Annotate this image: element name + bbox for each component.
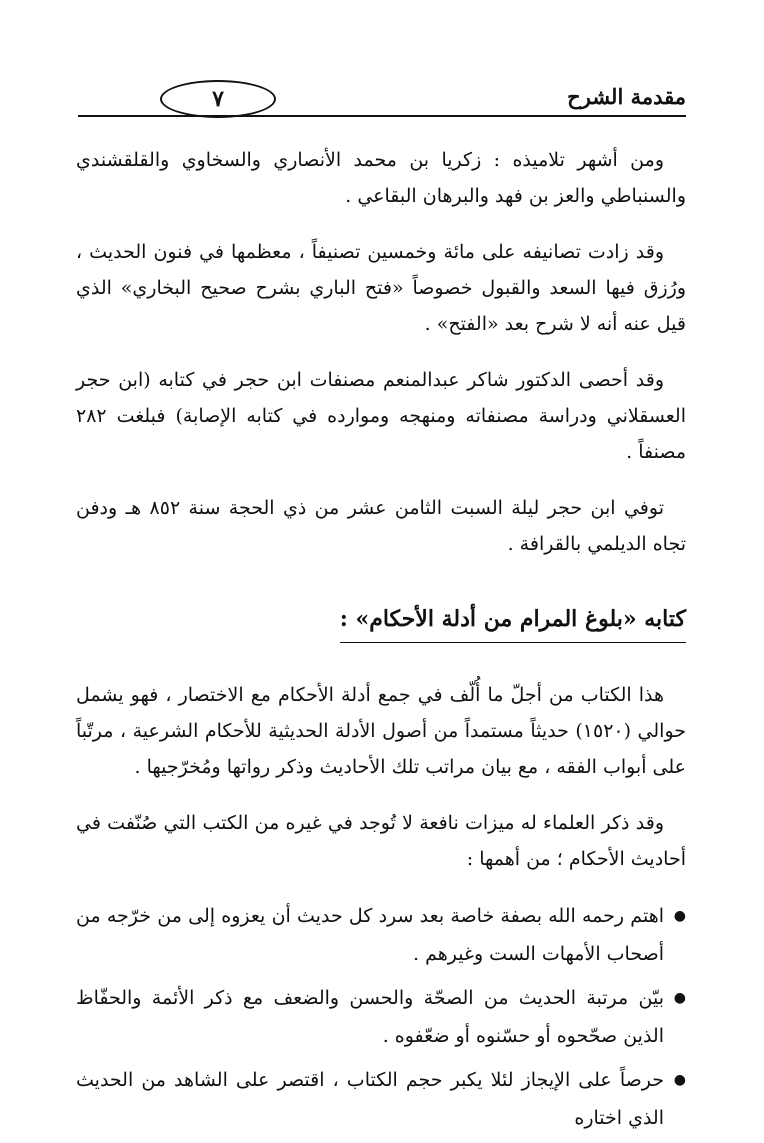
bullet-icon: ● [673, 1072, 686, 1088]
bullet-icon: ● [673, 990, 686, 1006]
list-item-text: بيّن مرتبة الحديث من الصحّة والحسن والضعف مع ذكر الأئمة والحفّاظ الذين صحّحوه أو حسّنوه أو ضعّفوه . [76, 987, 664, 1047]
paragraph-death: توفي ابن حجر ليلة السبت الثامن عشر من ذي الحجة سنة ٨٥٢ هـ ودفن تجاه الديلمي بالقرافة . [76, 497, 686, 555]
page-number: ٧ [160, 80, 276, 118]
list-item-text: حرصاً على الإيجاز لئلا يكبر حجم الكتاب ، اقتصر على الشاهد من الحديث الذي اختاره [76, 1069, 664, 1129]
bullet-icon: ● [673, 908, 686, 924]
page-body [76, 142, 686, 1143]
list-item [76, 1061, 686, 1137]
paragraph-works: وقد زادت تصانيفه على مائة وخمسين تصنيفاً ، معظمها في فنون الحديث ، ورُزق فيها السعد والقبول خصوصاً «فتح الباري بشرح صحيح البخاري» الذي قيل عنه أنه لا شرح بعد «الفتح» . [76, 241, 686, 335]
paragraph-students: ومن أشهر تلاميذه : زكريا بن محمد الأنصاري والسخاوي والقلقشندي والسنباطي والعز بن فهد والبرهان البقاعي . [76, 149, 686, 207]
page-header [78, 78, 686, 122]
list-item [76, 979, 686, 1055]
paragraph-count: وقد أحصى الدكتور شاكر عبدالمنعم مصنفات ابن حجر في كتابه (ابن حجر العسقلاني ودراسة مصنفاته ومنهجه وموارده في كتابه الإصابة) فبلغت ٢٨٢ مصنفاً . [76, 369, 686, 463]
list-item [76, 897, 686, 973]
header-rule [78, 115, 686, 117]
paragraph-book-description: هذا الكتاب من أجلّ ما أُلّف في جمع أدلة الأحكام مع الاختصار ، فهو يشمل حوالي (١٥٢٠) حديثاً مستمداً من أصول الأدلة الحديثية للأحكام الشرعية ، مرتّباً على أبواب الفقه ، مع بيان مراتب تلك الأحاديث وذكر رواتها ومُخرّجيها . [76, 684, 687, 778]
features-list [76, 897, 686, 1137]
list-item-text: اهتم رحمه الله بصفة خاصة بعد سرد كل حديث أن يعزوه إلى من خرّجه من أصحاب الأمهات الست وغيرهم . [76, 905, 664, 965]
running-title: مقدمة الشرح [567, 84, 686, 109]
section-heading: كتابه «بلوغ المرام من أدلة الأحكام» : [340, 602, 686, 643]
paragraph-features-intro: وقد ذكر العلماء له ميزات نافعة لا تُوجد في غيره من الكتب التي صُنّفت في أحاديث الأحكام ؛ من أهمها : [76, 812, 686, 870]
